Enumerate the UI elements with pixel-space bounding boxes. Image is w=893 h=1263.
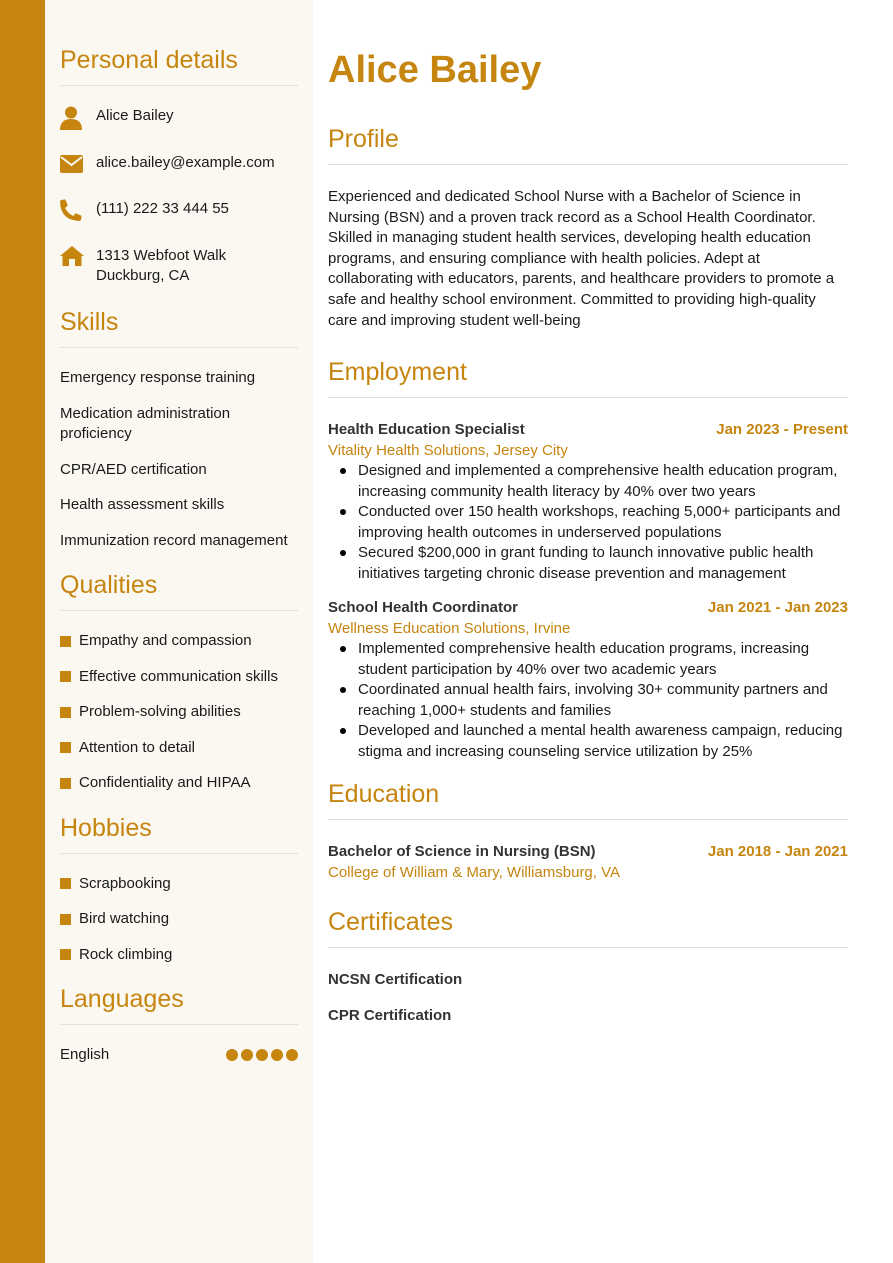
job-date: Jan 2021 - Jan 2023 [707,599,848,617]
square-bullet-icon [60,707,71,718]
job-title: Health Education Specialist [328,421,525,439]
contact-email-text[interactable]: alice.bailey@example.com [96,153,275,171]
square-bullet-icon [60,778,71,789]
level-dot-icon [256,1049,268,1061]
profile-section [328,125,848,331]
contact-phone [60,199,298,221]
envelope-icon [60,153,96,175]
language-level-rating [226,1049,298,1061]
square-bullet-icon [60,949,71,960]
education-date: Jan 2018 - Jan 2021 [707,843,848,861]
contact-address-text [96,246,226,287]
square-bullet-icon [60,742,71,753]
contact-name [60,106,298,128]
job-organization: Wellness Education Solutions, Irvine [328,619,571,637]
level-dot-icon [286,1049,298,1061]
job-bullets [328,461,848,584]
hobby-item [60,945,298,966]
language-name: English [60,1046,110,1063]
contact-name-text: Alice Bailey [96,107,174,124]
language-row [60,1045,298,1066]
languages-section [60,985,298,1066]
contact-address [60,246,298,287]
square-bullet-icon [60,636,71,647]
level-dot-icon [241,1049,253,1061]
qualities-section [60,571,298,794]
skills-section [60,308,298,551]
certificates-section [328,908,848,1026]
home-icon [60,246,96,268]
hobbies-heading: Hobbies [60,814,298,854]
hobby-label: Scrapbooking [79,874,171,892]
contact-phone-text[interactable]: (111) 222 33 444 55 [96,200,229,217]
accent-bar [0,0,45,1263]
level-dot-icon [226,1049,238,1061]
square-bullet-icon [60,671,71,682]
skill-item: Medication administration proficiency [60,404,231,442]
user-icon [60,106,96,128]
profile-heading: Profile [328,125,848,165]
education-entry [328,842,848,883]
languages-heading: Languages [60,985,298,1025]
quality-label: Attention to detail [79,738,195,756]
quality-label: Confidentiality and HIPAA [79,774,251,791]
certificates-heading: Certificates [328,908,848,948]
square-bullet-icon [60,914,71,925]
quality-label: Problem-solving abilities [79,703,241,720]
job-bullet: Conducted over 150 health workshops, reaching 5,000+ participants and improving health outcomes in underserved populations [328,502,848,543]
quality-item [60,773,298,794]
job-date: Jan 2023 - Present [716,421,848,439]
skill-item: CPR/AED certification [60,460,207,478]
main-content [313,0,893,1263]
hobby-label: Rock climbing [79,945,173,963]
hobby-item [60,874,298,895]
quality-label: Effective communication skills [79,667,278,685]
education-degree: Bachelor of Science in Nursing (BSN) [328,843,596,861]
education-school: College of William & Mary, Williamsburg, VA [328,863,621,881]
job-organization: Vitality Health Solutions, Jersey City [328,441,568,459]
job-bullet: Developed and launched a mental health awareness campaign, reducing stigma and increasing counseling service utilization by 25% [328,721,848,762]
quality-item [60,667,298,688]
quality-label: Empathy and compassion [79,632,252,649]
hobbies-section [60,814,298,966]
employment-heading: Employment [328,358,848,398]
job-bullet: Secured $200,000 in grant funding to launch innovative public health initiatives targeting chronic disease prevention and management [328,543,848,584]
hobby-label: Bird watching [79,910,170,927]
quality-item [60,738,298,759]
job-bullet: Coordinated annual health fairs, involving 30+ community partners and reaching 1,000+ students and families [328,680,848,721]
resume-name: Alice Bailey [328,49,542,91]
skill-item: Health assessment skills [60,496,225,513]
qualities-heading: Qualities [60,571,298,611]
contact-email [60,153,298,175]
level-dot-icon [271,1049,283,1061]
address-line-1: 1313 Webfoot Walk [96,246,227,264]
job-bullet: Designed and implemented a comprehensive health education program, increasing community health literacy by 40% over two years [328,461,848,502]
job-bullets [328,639,848,762]
quality-item [60,631,298,652]
skills-heading: Skills [60,308,298,348]
sidebar [45,0,313,1263]
certificate-item: CPR Certification [328,1006,452,1024]
square-bullet-icon [60,878,71,889]
address-line-2: Duckburg, CA [96,267,190,284]
job-entry [328,598,848,762]
profile-text: Experienced and dedicated School Nurse with a Bachelor of Science in Nursing (BSN) and a proven track record as a School Health Coordinator. Skilled in managing student health services, developing health education programs, and ensuring compliance with health policies. Adept at collaborating with educators, parents, and healthcare providers to promote a safe and healthy school environment. Committed to providing high-quality care and improving student well-being [328,188,835,329]
job-entry [328,420,848,584]
employment-section [328,358,848,762]
certificate-item: NCSN Certification [328,971,463,989]
personal-details-heading: Personal details [60,46,298,86]
education-heading: Education [328,780,848,820]
skill-item: Emergency response training [60,369,256,386]
phone-icon [60,199,96,221]
personal-details-section [60,46,298,287]
education-section [328,780,848,883]
job-bullet: Implemented comprehensive health education programs, increasing student participation by 40% over two academic years [328,639,848,680]
job-title: School Health Coordinator [328,599,519,617]
quality-item [60,702,298,723]
skill-item: Immunization record management [60,531,288,549]
hobby-item [60,909,298,930]
